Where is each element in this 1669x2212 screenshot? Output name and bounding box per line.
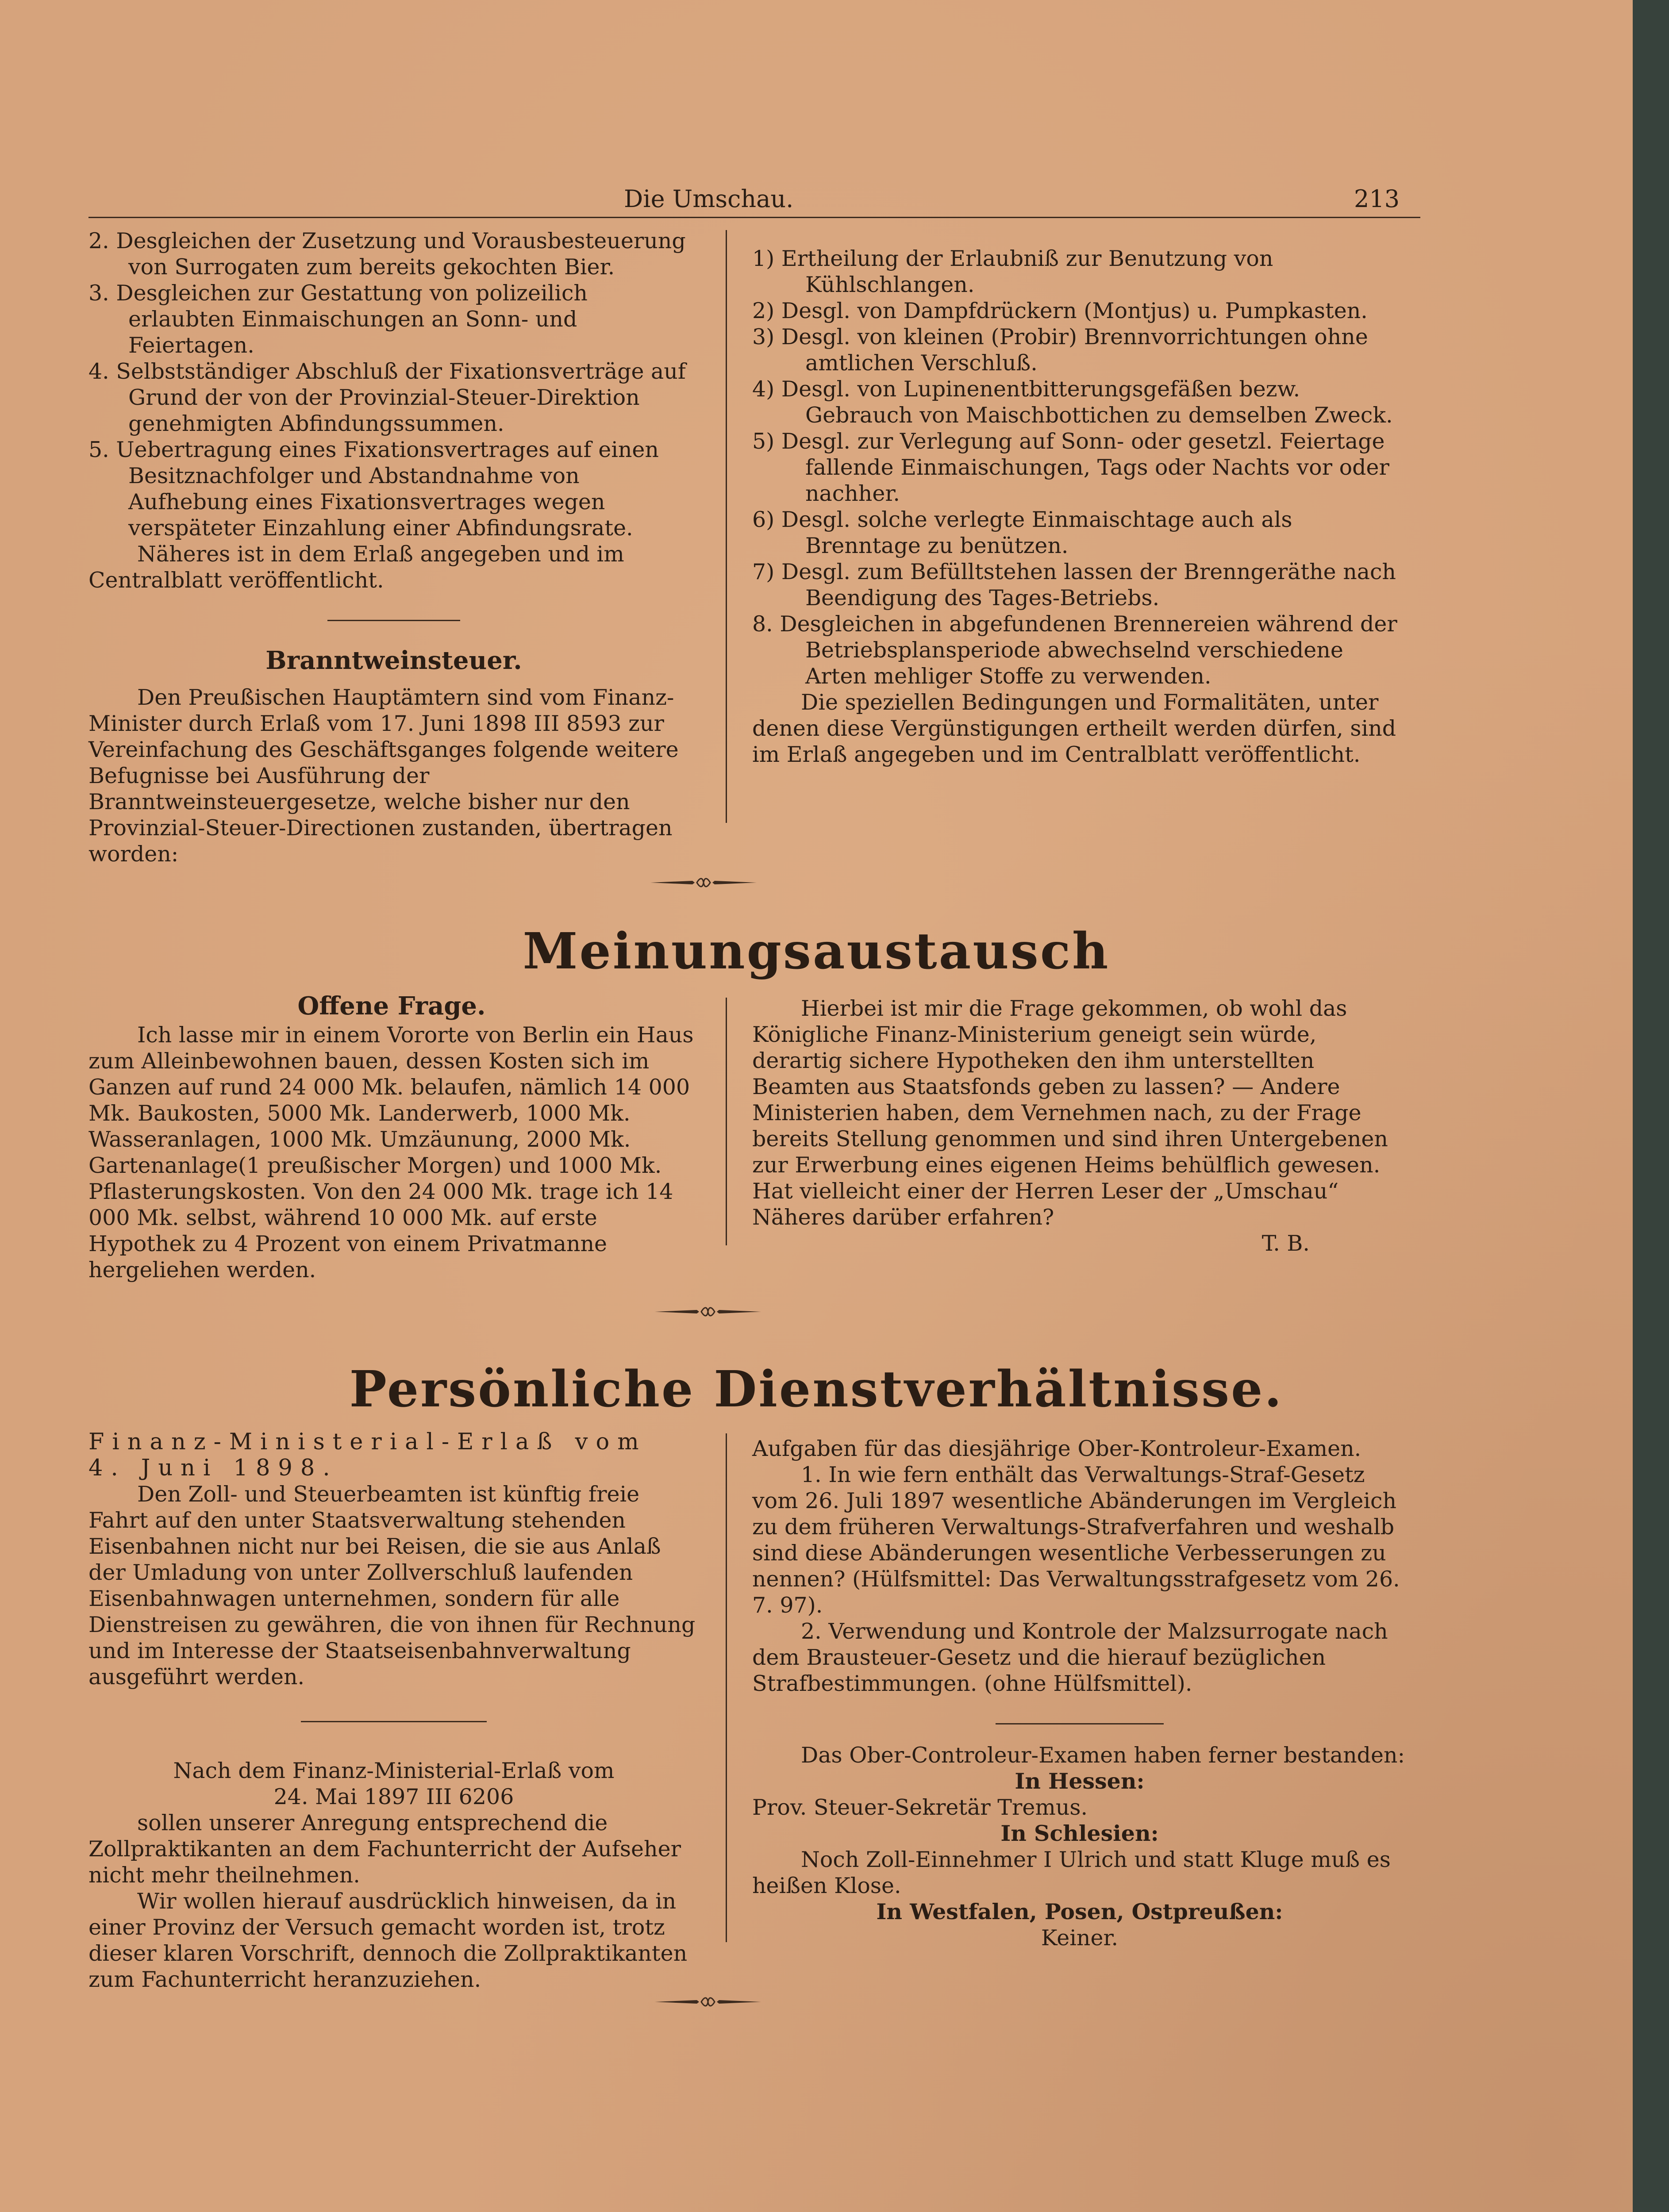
ornament-divider <box>650 874 757 891</box>
name-entry: Noch Zoll-Einnehmer I Ulrich und statt Kluge muß es heißen Klose. <box>752 1847 1391 1898</box>
list-item: 7) Desgl. zum Befülltstehen lassen der Brenngeräthe nach Beendigung des Tages-Betriebs. <box>752 559 1396 611</box>
section-divider <box>327 620 460 621</box>
note: Näheres ist in dem Erlaß angegeben und im Centralblatt veröffentlicht. <box>88 541 624 593</box>
persoenlich-right-column <box>752 1436 1407 1951</box>
list-item: 3) Desgl. von kleinen (Probir) Brennvorrichtungen ohne amtlichen Verschluß. <box>752 324 1368 376</box>
list-item: 8. Desgleichen in abgefundenen Brennereien während der Betriebsplansperiode abwechselnd verschiedene Arten mehliger Stoffe zu verwenden. <box>752 611 1397 689</box>
decree-heading: 24. Mai 1897 III 6206 <box>273 1784 514 1809</box>
region-heading: In Hessen: <box>1015 1768 1145 1794</box>
column-rule <box>726 998 727 1245</box>
decree-heading: Nach dem Finanz-Ministerial-Erlaß vom <box>173 1758 615 1783</box>
paragraph: sollen unserer Anregung entsprechend die Zollpraktikanten an dem Fachunterricht der Aufseher nicht mehr theilnehmen. <box>88 1810 681 1888</box>
section-divider <box>301 1721 487 1722</box>
paragraph: Den Preußischen Hauptämtern sind vom Finanz-Minister durch Erlaß vom 17. Juni 1898 III 8593 zur Vereinfachung des Geschäftsganges folgende weitere Befugnisse bei Ausführung der Branntweinsteuergesetze, welche bisher nur den Provinzial-Steuer-Directionen zustanden, übertragen worden: <box>88 685 679 867</box>
paragraph: Ich lasse mir in einem Vororte von Berlin ein Haus zum Alleinbewohnen bauen, dessen Kosten sich im Ganzen auf rund 24 000 Mk. belaufen, nämlich 14 000 Mk. Baukosten, 5000 Mk. Landerwerb, 1000 Mk. Wasseranlagen, 1000 Mk. Umzäunung, 2000 Mk. Gartenanlage(1 preußischer Morgen) und 1000 Mk. Pflasterungskosten. Von den 24 000 Mk. trage ich 14 000 Mk. selbst, während 10 000 Mk. auf erste Hypothek zu 4 Prozent von einem Privatmanne hergeliehen werden. <box>88 1022 694 1283</box>
exam-intro: Aufgaben für das diesjährige Ober-Kontroleur-Examen. <box>752 1436 1361 1461</box>
list-item: 6) Desgl. solche verlegte Einmaischtage auch als Brenntage zu benützen. <box>752 507 1292 558</box>
top-right-column <box>752 246 1407 768</box>
list-item: 5) Desgl. zur Verlegung auf Sonn- oder gesetzl. Feiertage fallende Einmaischungen, Tags oder Nachts vor oder nachher. <box>752 429 1389 506</box>
section-heading: Branntweinsteuer. <box>265 646 522 675</box>
top-left-column <box>88 228 699 867</box>
meinung-left-column <box>88 993 695 1283</box>
section-title-meinung: Meinungsaustausch <box>523 922 1110 980</box>
paragraph: Das Ober-Controleur-Examen haben ferner bestanden: <box>801 1743 1405 1768</box>
persoenlich-left-column <box>88 1429 699 1993</box>
decree-heading: Finanz-Ministerial-Erlaß vom 4. Juni 1898. <box>88 1429 647 1481</box>
name-entry: Keiner. <box>1041 1925 1119 1951</box>
note: Die speziellen Bedingungen und Formalitäten, unter denen diese Vergünstigungen ertheilt werden dürfen, sind im Erlaß angegeben und im Centralblatt veröffentlicht. <box>752 690 1396 767</box>
list-item: 3. Desgleichen zur Gestattung von polizeilich erlaubten Einmaischungen an Sonn- und Feiertagen. <box>88 280 588 358</box>
header-rule <box>88 217 1420 218</box>
list-item: 2. Desgleichen der Zusetzung und Vorausbesteuerung von Surrogaten zum bereits gekochten Bier. <box>88 228 686 280</box>
list-item: 4. Selbstständiger Abschluß der Fixationsverträge auf Grund der von der Provinzial-Steuer-Direktion genehmigten Abfindungssummen. <box>88 359 686 436</box>
running-title: Die Umschau. <box>624 185 794 213</box>
list-item: 4) Desgl. von Lupinenentbitterungsgefäßen bezw. Gebrauch von Maischbottichen zu demselben Zweck. <box>752 376 1393 428</box>
name-entry: Prov. Steuer-Sekretär Tremus. <box>752 1795 1088 1820</box>
exam-question: 2. Verwendung und Kontrole der Malzsurrogate nach dem Brausteuer-Gesetz und die hierauf bezüglichen Strafbestimmungen. (ohne Hülfsmittel). <box>752 1619 1388 1696</box>
column-rule <box>726 1433 727 1942</box>
region-heading: In Westfalen, Posen, Ostpreußen: <box>876 1899 1283 1924</box>
paragraph: Hierbei ist mir die Frage gekommen, ob wohl das Königliche Finanz-Ministerium geneigt sein würde, derartig sichere Hypotheken den ihm unterstellten Beamten aus Staatsfonds geben zu lassen? — Andere Ministerien haben, dem Vernehmen nach, zu der Frage bereits Stellung genommen und sind ihren Untergebenen zur Erwerbung eines eigenen Heims behülflich gewesen. Hat vielleicht einer der Herren Leser der „Umschau“ Näheres darüber erfahren? <box>752 996 1388 1230</box>
list-item: 1) Ertheilung der Erlaubniß zur Benutzung von Kühlschlangen. <box>752 246 1273 297</box>
meinung-right-column <box>752 995 1407 1256</box>
section-divider <box>996 1723 1164 1724</box>
section-title-persoenlich: Persönliche Dienstverhältnisse. <box>349 1360 1284 1418</box>
signature: T. B. <box>1261 1231 1310 1256</box>
column-rule <box>726 230 727 823</box>
ornament-divider <box>655 1993 761 2011</box>
list-item: 2) Desgl. von Dampfdrückern (Montjus) u. Pumpkasten. <box>752 298 1368 323</box>
paragraph: Den Zoll- und Steuerbeamten ist künftig freie Fahrt auf den unter Staatsverwaltung stehenden Eisenbahnen nicht nur bei Reisen, die sie aus Anlaß der Umladung von unter Zollverschluß laufenden Eisenbahnwagen unternehmen, sondern für alle Dienstreisen zu gewähren, die von ihnen für Rechnung und im Interesse der Staatseisenbahnverwaltung ausgeführt werden. <box>88 1482 696 1690</box>
region-heading: In Schlesien: <box>1000 1820 1159 1846</box>
list-item: 5. Uebertragung eines Fixationsvertrages auf einen Besitznachfolger und Abstandnahme von Aufhebung eines Fixationsvertrages wegen verspäteter Einzahlung einer Abfindungsrate. <box>88 437 659 541</box>
subheading: Offene Frage. <box>297 991 486 1021</box>
paragraph: Wir wollen hierauf ausdrücklich hinweisen, da in einer Provinz der Versuch gemacht worden ist, trotz dieser klaren Vorschrift, dennoch die Zollpraktikanten zum Fachunterricht heranzuziehen. <box>88 1889 688 1992</box>
ornament-divider <box>655 1303 761 1321</box>
scan-background-edge <box>1633 0 1669 2212</box>
exam-question: 1. In wie fern enthält das Verwaltungs-Straf-Gesetz vom 26. Juli 1897 wesentliche Abänderungen im Vergleich zu dem früheren Verwaltungs-Strafverfahren und weshalb sind diese Abänderungen wesentliche Verbesserungen zu nennen? (Hülfsmittel: Das Verwaltungsstrafgesetz vom 26. 7. 97). <box>752 1462 1400 1618</box>
page-number: 213 <box>1354 185 1400 213</box>
